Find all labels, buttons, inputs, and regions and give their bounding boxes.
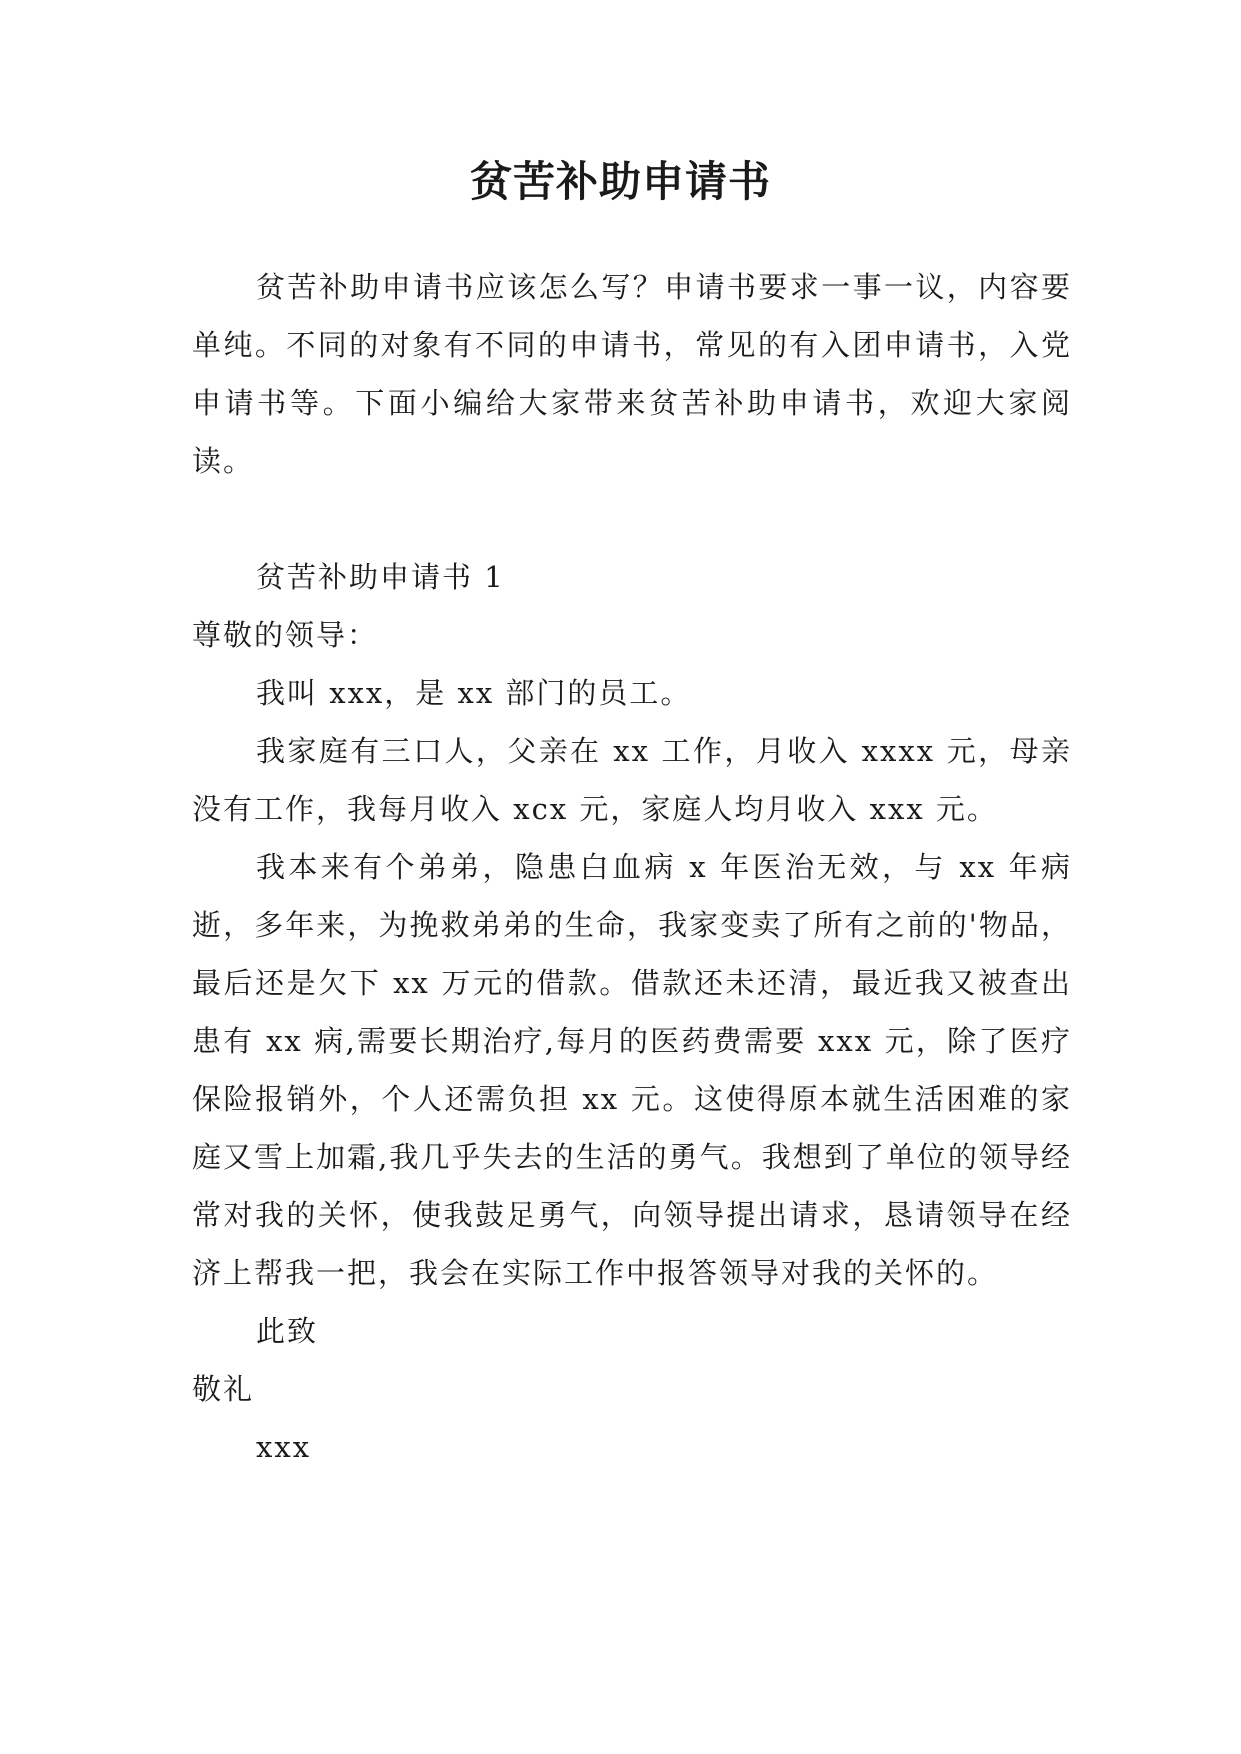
body-paragraph: 我叫 xxx，是 xx 部门的员工。	[256, 676, 692, 710]
closing-line: 此致	[256, 1314, 319, 1348]
salutation: 尊敬的领导：	[192, 618, 379, 652]
document-body	[192, 258, 1072, 1476]
blank-line	[192, 490, 1072, 548]
closing-regards: 敬礼	[192, 1372, 255, 1406]
body-paragraph: 我本来有个弟弟，隐患白血病 x 年医治无效，与 xx 年病逝，多年来，为挽救弟弟的生命，我家变卖了所有之前的'物品，最后还是欠下 xx 万元的借款。借款还未还清，最近我又被查出患有 xx 病,需要长期治疗,每月的医药费需要 xxx 元，除了医疗保险报销外，个人还需负担 xx 元。这使得原本就生活困难的家庭又雪上加霜,我几乎失去的生活的勇气。我想到了单位的领导经常对我的关怀，使我鼓足勇气，向领导提出请求，恳请领导在经济上帮我一把，我会在实际工作中报答领导对我的关怀的。	[192, 850, 1072, 1290]
intro-paragraph: 贫苦补助申请书应该怎么写？申请书要求一事一议，内容要单纯。不同的对象有不同的申请书，常见的有入团申请书，入党申请书等。下面小编给大家带来贫苦补助申请书，欢迎大家阅读。	[192, 270, 1072, 478]
signature: xxx	[256, 1430, 312, 1464]
section-heading: 贫苦补助申请书 1	[256, 560, 505, 594]
body-paragraph: 我家庭有三口人，父亲在 xx 工作，月收入 xxxx 元，母亲没有工作，我每月收入 xcx 元，家庭人均月收入 xxx 元。	[192, 734, 1072, 826]
document-title: 贫苦补助申请书	[469, 157, 771, 206]
